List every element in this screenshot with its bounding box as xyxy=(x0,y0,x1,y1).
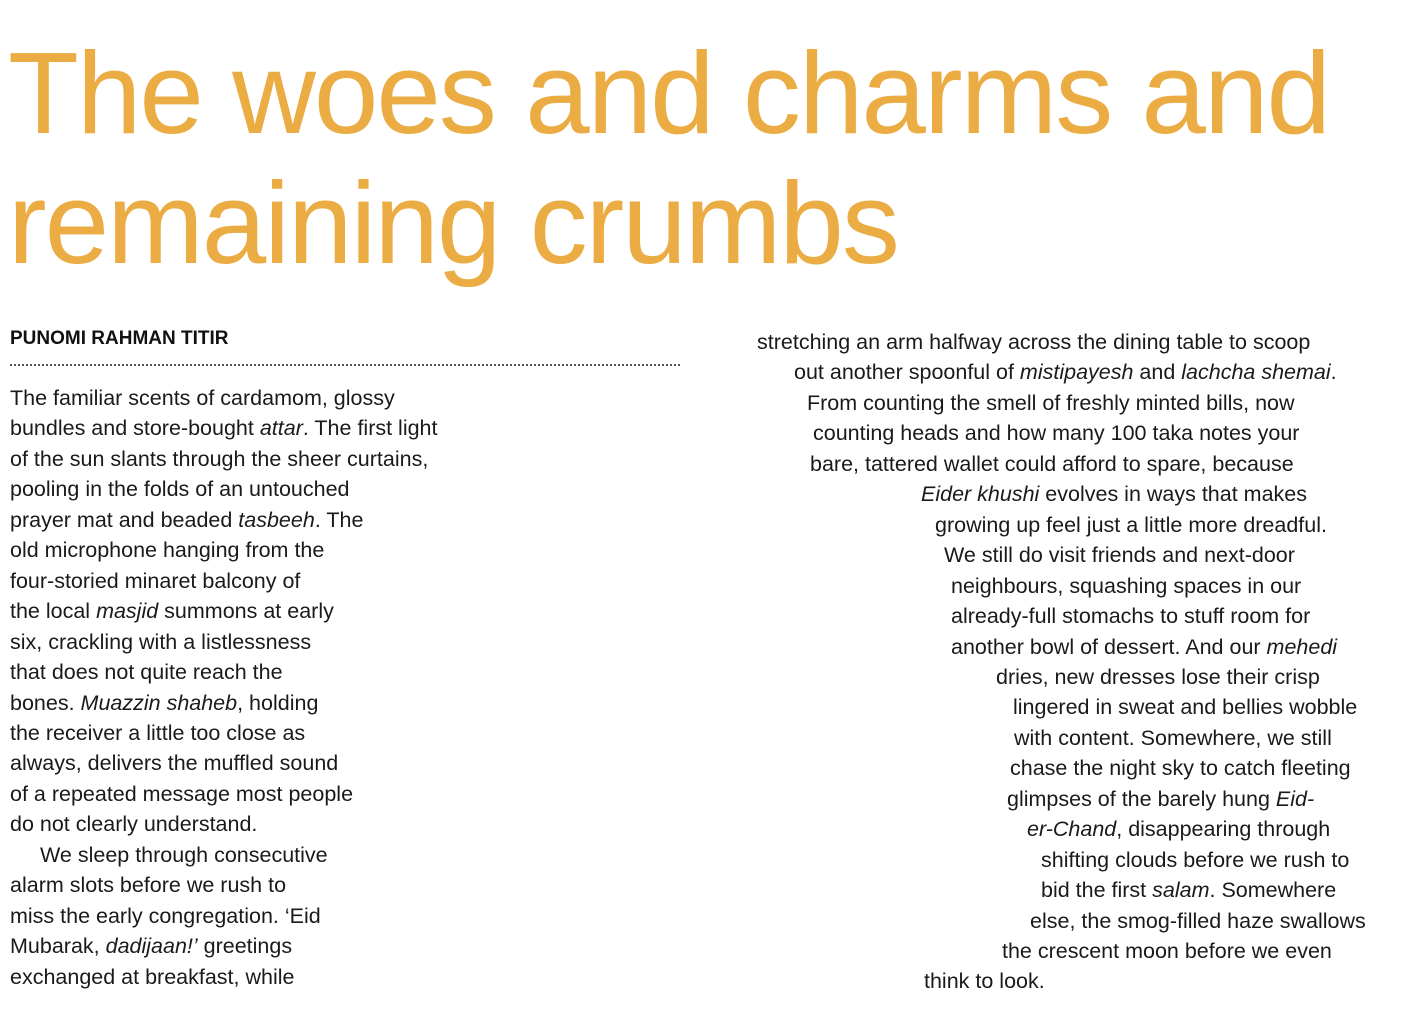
right_column-line xyxy=(1007,784,1314,814)
article-title-line-1: The woes and charms and xyxy=(8,28,1329,158)
text-run: the local xyxy=(10,599,97,624)
right_column-line xyxy=(1041,875,1336,905)
italic-term: er-Chand xyxy=(1027,817,1117,842)
author-byline: PUNOMI RAHMAN TITIR xyxy=(10,328,229,349)
left_column-line xyxy=(10,444,428,474)
text-run: of the sun slants through the sheer curtains, xyxy=(10,446,429,471)
text-run: growing up feel just a little more dreadful. xyxy=(935,512,1327,537)
text-run: pooling in the folds of an untouched xyxy=(10,477,350,502)
text-run: another bowl of dessert. And our xyxy=(951,634,1267,659)
italic-term: dadijaan!’ xyxy=(105,934,198,959)
right_column-line xyxy=(935,510,1327,540)
italic-term: salam xyxy=(1152,878,1210,903)
right_column-line xyxy=(810,449,1294,479)
left_column-line xyxy=(10,383,395,413)
text-run: four-storied minaret balcony of xyxy=(10,568,301,593)
text-run: think to look. xyxy=(924,969,1045,994)
left_column-line xyxy=(10,962,294,992)
right_column-line xyxy=(924,966,1045,996)
text-run: . The xyxy=(314,507,364,532)
text-run: summons at early xyxy=(158,599,334,624)
text-run: . Somewhere xyxy=(1209,878,1337,903)
right_column-line xyxy=(794,357,1337,387)
left_column-line xyxy=(10,779,353,809)
text-run: prayer mat and beaded xyxy=(10,507,239,532)
text-run: glimpses of the barely hung xyxy=(1007,786,1276,811)
text-run: and xyxy=(1133,360,1182,385)
article-title-line-2: remaining crumbs xyxy=(8,158,898,288)
right_column-line xyxy=(1013,692,1357,722)
left_column-line xyxy=(10,688,318,718)
left_column-line xyxy=(10,931,292,961)
text-run: old microphone hanging from the xyxy=(10,538,325,563)
text-run: six, crackling with a listlessness xyxy=(10,629,312,654)
text-run: We still do visit friends and next-door xyxy=(944,543,1295,568)
right_column-line xyxy=(1002,936,1332,966)
text-run: . The first light xyxy=(302,416,438,441)
text-run: alarm slots before we rush to xyxy=(10,873,287,898)
italic-term: tasbeeh xyxy=(238,507,315,532)
left_column-line xyxy=(10,413,438,443)
text-run: stretching an arm halfway across the dining table to scoop xyxy=(757,330,1311,354)
text-run: do not clearly understand. xyxy=(10,812,258,837)
left_column-line xyxy=(10,505,363,535)
text-run: else, the smog-filled haze swallows xyxy=(1030,908,1366,933)
italic-term: Eider khushi xyxy=(921,482,1040,507)
italic-term: Muazzin shaheb xyxy=(80,690,238,715)
text-run: bid the first xyxy=(1041,878,1153,903)
right_column-line xyxy=(951,571,1301,601)
text-run: shifting clouds before we rush to xyxy=(1041,847,1350,872)
text-run: already-full stomachs to stuff room for xyxy=(951,604,1311,629)
text-run: Mubarak, xyxy=(10,934,106,959)
right_column-line xyxy=(807,388,1295,418)
right_column-line xyxy=(757,327,1310,357)
left_column-line xyxy=(10,627,311,657)
text-run: , holding xyxy=(237,690,319,715)
text-run: the receiver a little too close as xyxy=(10,720,306,745)
italic-term: lachcha shemai xyxy=(1181,360,1331,385)
text-run: with content. Somewhere, we still xyxy=(1014,725,1332,750)
italic-term: mistipayesh xyxy=(1019,360,1134,385)
text-run: chase the night sky to catch fleeting xyxy=(1010,756,1351,781)
text-run: that does not quite reach the xyxy=(10,660,283,685)
right_column-line xyxy=(1041,845,1349,875)
text-run: out another spoonful of xyxy=(794,360,1020,385)
right_column-line xyxy=(1030,906,1366,936)
text-run: We sleep through consecutive xyxy=(40,842,328,867)
right_column-line xyxy=(1014,723,1332,753)
text-run: bones. xyxy=(10,690,81,715)
left_column-line xyxy=(10,748,338,778)
right_column-line xyxy=(1027,814,1330,844)
right_column-line xyxy=(813,418,1299,448)
text-run: exchanged at breakfast, while xyxy=(10,964,295,989)
left_column-line xyxy=(10,901,321,931)
text-run: neighbours, squashing spaces in our xyxy=(951,573,1302,598)
text-run: miss the early congregation. ‘Eid xyxy=(10,903,321,928)
left_column-line xyxy=(10,657,283,687)
byline-divider xyxy=(10,364,680,366)
left_column-line xyxy=(10,596,334,626)
text-run: of a repeated message most people xyxy=(10,781,354,806)
text-run: bundles and store-bought xyxy=(10,416,260,441)
text-run: The familiar scents of cardamom, glossy xyxy=(10,386,395,410)
text-run: lingered in sweat and bellies wobble xyxy=(1013,695,1358,720)
right_column-line xyxy=(951,601,1310,631)
text-run: , disappearing through xyxy=(1116,817,1331,842)
text-run: greetings xyxy=(197,934,293,959)
right_column-line xyxy=(944,540,1295,570)
text-run: dries, new dresses lose their crisp xyxy=(996,664,1320,689)
italic-term: attar xyxy=(259,416,303,441)
left_column-line xyxy=(10,474,350,504)
left_column-line xyxy=(10,535,324,565)
right_column-line xyxy=(1010,753,1351,783)
italic-term: mehedi xyxy=(1266,634,1338,659)
text-run: counting heads and how many 100 taka notes your xyxy=(813,421,1300,446)
left_column-line xyxy=(40,840,328,870)
text-run: bare, tattered wallet could afford to spare, because xyxy=(810,451,1294,476)
left_column-line xyxy=(10,870,286,900)
italic-term: Eid- xyxy=(1275,786,1315,811)
right_column-line xyxy=(921,479,1307,509)
text-run: evolves in ways that makes xyxy=(1039,482,1307,507)
text-run: the crescent moon before we even xyxy=(1002,939,1332,963)
text-run: From counting the smell of freshly minted bills, now xyxy=(807,390,1295,415)
italic-term: masjid xyxy=(96,599,159,624)
left_column-line xyxy=(10,566,300,596)
text-run: always, delivers the muffled sound xyxy=(10,751,339,776)
text-run: . xyxy=(1330,360,1337,385)
left_column-line xyxy=(10,809,257,839)
right_column-line xyxy=(951,632,1337,662)
left_column-line xyxy=(10,718,305,748)
right_column-line xyxy=(996,662,1320,692)
article-title xyxy=(8,28,1329,288)
